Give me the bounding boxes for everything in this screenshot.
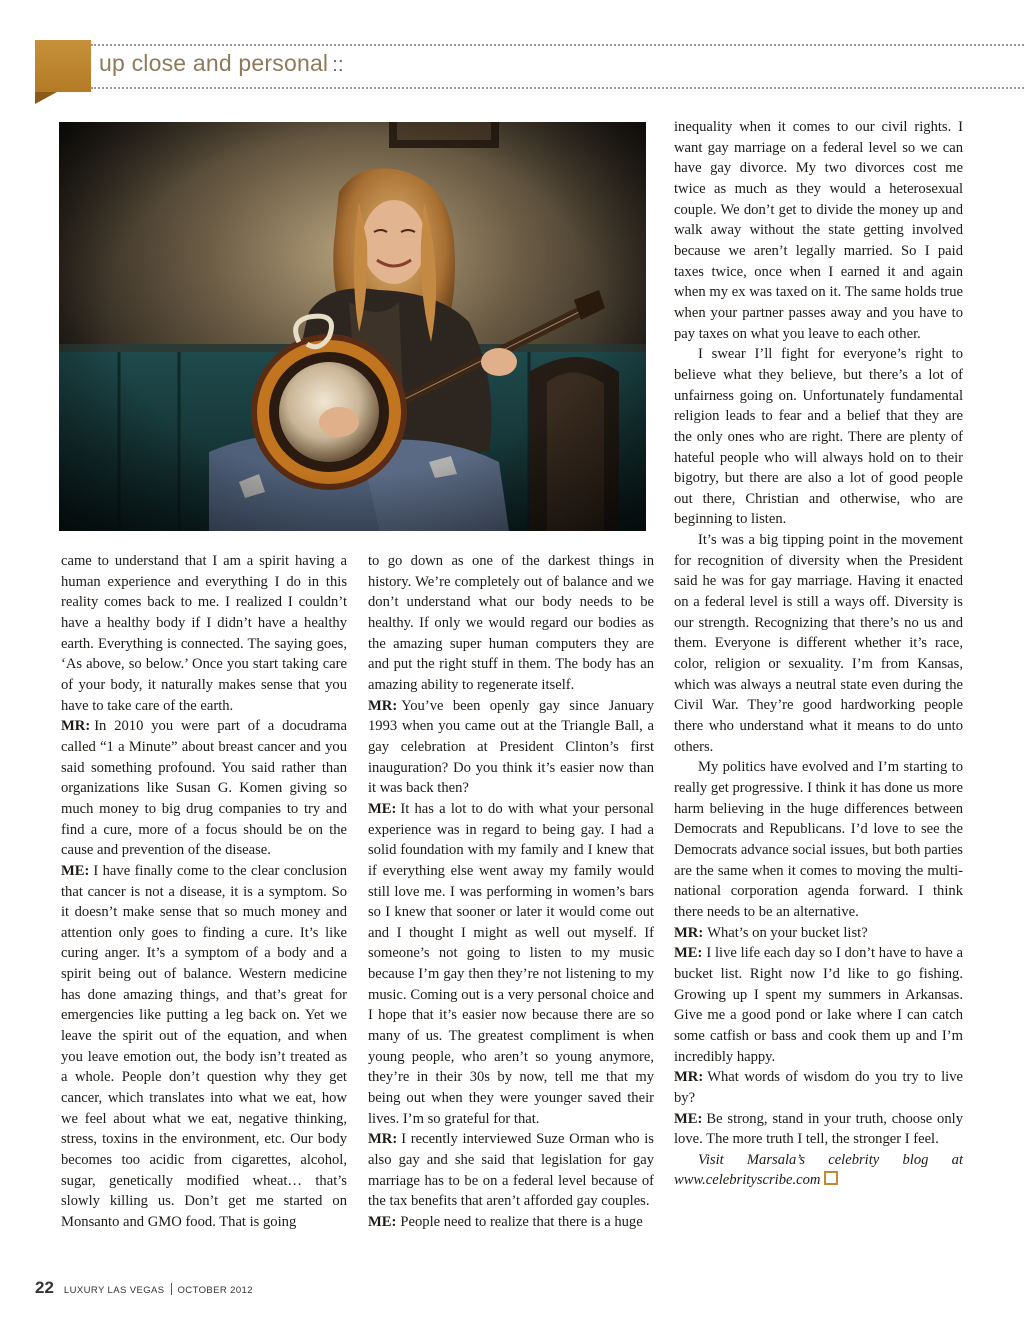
speaker-label: ME:: [61, 862, 90, 879]
paragraph: [674, 344, 963, 530]
section-tab-fold: [35, 92, 57, 104]
paragraph-text: inequality when it comes to our civil rights. I want gay marriage on a federal level so we can have gay divorce. My two divorces cost me twice as much as they would a heterosexual couple. We don’t get to divide the money up and walk away without the state getting involved because we aren’t legally married. So I paid taxes twice, once when I earned it and again when my ex was taxed on it. The same holds true when your partner passes away and you have to pay taxes on what you leave to each other.: [674, 119, 963, 342]
speaker-label: ME:: [368, 800, 397, 817]
interview-question: [61, 716, 347, 861]
paragraph-text: Be strong, stand in your truth, choose only love. The more truth I tell, the stronger I feel.: [674, 1110, 963, 1148]
page-number: 22: [35, 1278, 54, 1297]
interview-question: [674, 923, 963, 944]
interview-answer: [368, 1212, 654, 1233]
publication-name: LUXURY LAS VEGAS: [63, 1285, 165, 1296]
article-column-3: [674, 117, 963, 1191]
paragraph: [674, 757, 963, 922]
paragraph-text: What’s on your bucket list?: [707, 924, 868, 941]
page-footer: [35, 1278, 253, 1298]
header-rule-top: [91, 44, 1024, 46]
speaker-label: MR:: [674, 1069, 704, 1086]
article-column-2: [368, 551, 654, 1233]
interview-answer: [368, 799, 654, 1130]
paragraph-text: My politics have evolved and I’m starting to really get progressive. I think it has done us more harm believing in the huge differences between Democrats and Republicans. I’d love to see the Democrats advance social issues, but both parties are the same when it comes to moving the multi-national corporation agenda forward. I think there needs to be an alternative.: [674, 759, 963, 920]
section-separator: ::: [332, 54, 344, 76]
paragraph-text: came to understand that I am a spirit having a human experience and everything I do in this reality comes back to me. I realized I couldn’t have a healthy body if I didn’t have a healthy earth. Everything is connected. The saying goes, ‘As above, so below.’ Once you start taking care of your body, it naturally makes sense that you have to take care of the earth.: [61, 553, 347, 714]
paragraph-text: People need to realize that there is a huge: [400, 1214, 643, 1230]
section-title: up close and personal: [99, 50, 329, 76]
paragraph-text: I live life each day so I don’t have to have a bucket list. Right now I’d like to go fishing. Growing up I spent my summers in Arkansas. Give me a good pond or lake where I can catch some catfish or bass and cook them up and I’m incredibly happy.: [674, 945, 963, 1065]
speaker-label: MR:: [368, 697, 398, 714]
paragraph-text: I recently interviewed Suze Orman who is also gay and she said that legislation for gay marriage has to be on a federal level because of the tax benefits that aren’t afforded gay couples.: [368, 1131, 654, 1210]
speaker-label: ME:: [674, 945, 703, 962]
blog-url-link[interactable]: www.celebrityscribe.com: [674, 1172, 821, 1189]
issue-date: OCTOBER 2012: [177, 1285, 253, 1296]
paragraph-text: You’ve been openly gay since January 1993 when you came out at the Triangle Ball, a gay celebration at President Clinton’s first inauguration? Do you think it’s easier now than it was back then?: [368, 697, 654, 797]
interview-answer: [674, 943, 963, 1067]
paragraph-text: I have finally come to the clear conclusion that cancer is not a disease, it is a symptom. So it doesn’t make sense that so much money and attention only goes to finding a cure. It’s like curing anger. It’s a symptom of a body and a spirit being out of balance. Western medicine has done amazing things, and that’s great for emergencies like putting a leg back on. Yet we leave the spirit out of the equation, and when you leave emotion out, the body isn’t treated as a whole. People don’t question why they get cancer, which translates into what we eat, how we feel about what we eat, negative thinking, stress, toxins in the environment, etc. Our body becomes too acidic from cigarettes, alcohol, sugar, genetically modified wheat… that’s slowly killing us. Don’t get me started on Monsanto and GMO food. That is going: [61, 862, 347, 1230]
article-photo: [59, 122, 646, 531]
paragraph-text: It has a lot to do with what your personal experience was in regard to being gay. I had a solid foundation with my family and I knew that if everything else went away my family would still love me. I was performing in women’s bars so I knew that sooner or later it would come out and I thought I might as well out myself. If someone’s not going to listen to my music because I’m gay then they’re not listening to my music. Coming out is a very personal choice and I hope that it’s easier now because there are so many of us. The greatest compliment is when young people, who aren’t so young anymore, they’re in their 30s by now, tell me that my being out when they were younger saved their lives. I’m so grateful for that.: [368, 800, 654, 1127]
paragraph-text: to go down as one of the darkest things in history. We’re completely out of balance and we don’t understand what our body needs to be healthy. If only we would regard our bodies as the amazing super human computers they are and put the right stuff in them. The body has an amazing ability to regenerate itself.: [368, 553, 654, 693]
speaker-label: MR:: [368, 1131, 398, 1148]
speaker-label: MR:: [674, 924, 704, 941]
interview-question: [368, 696, 654, 799]
footer-divider: [171, 1283, 172, 1295]
blog-link-line: [674, 1170, 963, 1191]
paragraph-text: It’s was a big tipping point in the movement for recognition of diversity when the President said he was for gay marriage. Having it enacted on a federal level is still a ways off. Diversity is our strength. Recognizing that there’s no us and them. Everyone is different whether it’s race, color, religion or sexuality. I’m from Kansas, which was always a neutral state even during the Civil War. They’re good hardworking people there who understand what it means to do unto others.: [674, 532, 963, 755]
section-tab-marker: [35, 40, 91, 92]
interview-answer: [61, 861, 347, 1233]
paragraph-text: I swear I’ll fight for everyone’s right to believe what they believe, but there’s a lot of unfairness going on. Unfortunately fundamental religion leads to fear and a belief that they are the only ones who are right. There are plenty of hateful people who will always hold on to their bigotry, but there are also a lot of good people out there, Christian and otherwise, who are beginning to listen.: [674, 346, 963, 528]
section-header: [99, 50, 344, 77]
paragraph: [674, 117, 963, 344]
interview-question: [368, 1129, 654, 1212]
interview-answer: [674, 1109, 963, 1150]
speaker-label: ME:: [368, 1214, 397, 1230]
paragraph: [368, 551, 654, 696]
signoff-text: Visit Marsala’s celebrity blog at: [698, 1151, 963, 1168]
header-rule-bottom: [91, 87, 1024, 89]
paragraph-text: What words of wisdom do you try to live by?: [674, 1069, 963, 1106]
speaker-label: ME:: [674, 1110, 703, 1127]
paragraph-text: In 2010 you were part of a docudrama called “1 a Minute” about breast cancer and you said something profound. You said rather than organizations like Susan G. Komen giving so much money to big drug companies to try and find a cure, more of a focus should be on the cause and prevention of the disease.: [61, 718, 347, 859]
paragraph: [61, 551, 347, 716]
paragraph: [674, 530, 963, 757]
end-mark-icon: [824, 1171, 838, 1185]
blog-signoff: [674, 1150, 963, 1171]
banjo-player-illustration: [59, 122, 646, 531]
article-column-1: [61, 551, 347, 1233]
interview-question: [674, 1067, 963, 1108]
speaker-label: MR:: [61, 718, 91, 735]
